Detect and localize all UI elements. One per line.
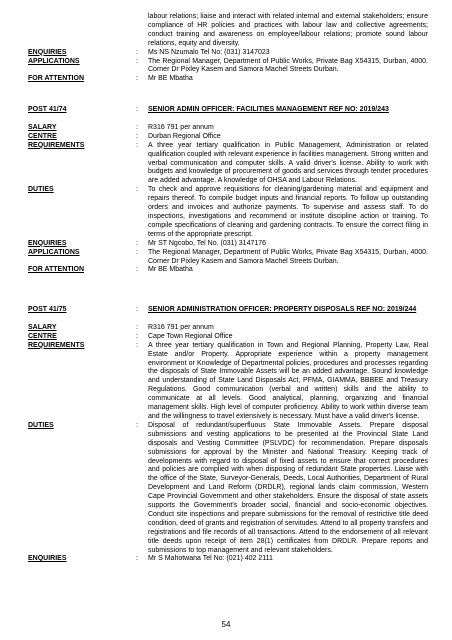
attention-value: Mr BE Mbatha bbox=[148, 266, 193, 274]
colon: : bbox=[136, 57, 138, 65]
post-41-75 bbox=[0, 306, 452, 564]
requirements-value: A three year tertiary qualification in Town and Regional Planning, Property Law, Real Estate and/or Property. Appropriate experience within a property management environment or Knowledge of Departmental policies, procedures and processes regarding the disposals of State Immovable Assets will be an added advantage. Sound knowledge and understanding of State Land Disposals Act, PFMA, GIAMMA, BBBEE and Treasury Regulations. Good communication (verbal and written) skills and the ability to communicate at all levels. Good analytical, planning, organizing and financial management skills. High level of computer proficiency. Ability to work within diverse team and the willingness to travel extensively is necessary. Must have a valid driver's license. bbox=[148, 341, 428, 420]
requirements-label: REQUIREMENTS bbox=[28, 141, 85, 149]
requirements-label: REQUIREMENTS bbox=[28, 341, 85, 349]
salary-value: R316 791 per annum bbox=[148, 123, 214, 131]
applications-label: APPLICATIONS bbox=[28, 248, 80, 256]
colon: : bbox=[136, 266, 138, 274]
enquiries-label: ENQUIRIES bbox=[28, 239, 67, 247]
salary-label: SALARY bbox=[28, 123, 57, 131]
applications-value: The Regional Manager, Department of Public Works, Private Bag X54315, Durban, 4000. Corner Dr Pixley Kasem and Samora Machel Streets Durban. bbox=[148, 57, 428, 74]
requirements-value: A three year tertiary qualification in Public Management, Administration or related qualification coupled with relevant experience in facilities management. Strong written and verbal communication and computer skills. A valid driver's license. Ability to work with budgets and knowledge of procurement of goods and services through tender procedures are added advantage. A knowledge of OHSA and Labour Relations. bbox=[148, 141, 428, 185]
centre-value: Durban Regional Office bbox=[148, 132, 221, 140]
enquiries-value: Mr ST Ngcobo, Tel No. (031) 3147176 bbox=[148, 239, 267, 247]
enquiries-label: ENQUIRIES bbox=[28, 48, 67, 56]
colon: : bbox=[136, 248, 138, 256]
colon: : bbox=[136, 323, 138, 331]
duties-continuation: labour relations; liaise and interact with related internal and external stakeholders; ensure compliance of HR policies and practices with labour law and collective agreements; conduct training and awareness on employee/labour relations; promote sound labour relations, equity and diversity. bbox=[148, 13, 428, 47]
post-number: POST 41/74 bbox=[28, 106, 67, 113]
post-title: SENIOR ADMIN OFFICER: FACILITIES MANAGEMENT REF NO: 2019/243 bbox=[148, 106, 389, 113]
centre-value: Cape Town Regional Office bbox=[148, 332, 233, 340]
colon: : bbox=[136, 239, 138, 247]
attention-label: FOR ATTENTION bbox=[28, 75, 84, 83]
colon: : bbox=[136, 341, 138, 349]
applications-label: APPLICATIONS bbox=[28, 57, 80, 65]
attention-label: FOR ATTENTION bbox=[28, 266, 84, 274]
colon: : bbox=[136, 332, 138, 340]
colon: : bbox=[136, 421, 138, 429]
colon: : bbox=[136, 123, 138, 131]
post-number: POST 41/75 bbox=[28, 306, 67, 313]
post-title: SENIOR ADMINISTRATION OFFICER: PROPERTY DISPOSALS REF NO: 2019/244 bbox=[148, 306, 417, 313]
duties-value: Disposal of redundant/superfluous State Immovable Assets. Prepare disposal submissions and vesting applications to be presented at the Provincial State Land disposals and Vesting Committee (PSLVDC) for recommendation. Prepare disposals submissions for approval by the Minister and National Treasury. Keeping track of developments with regard to disposal of fixed assets to ensure that correct procedures and policies are complied with when disposing of redundant State properties. Liaise with the office of the State, Surveyor-Generals, Deeds, Local Authorities, Department of Rural Development and Land Reform (DRDLR), regional lands claim commission, Western Cape Provincial Government and other stakeholders. Ensure the disposal of state assets supports the Government's broader social, financial and socio-economic objectives. Conduct site inspections and prepare submissions for the removal of restrictive title deed condition, deed of grants and registration of servitudes. Attend to all property transfers and registrations and file records of all transactions. Attend to the endorsement of all relevant title deeds upon receipt of item 28(1) certificates from DRDLR. Prepare reports and submissions to top management and relevant stakeholders. bbox=[148, 421, 428, 554]
colon: : bbox=[136, 48, 138, 56]
colon: : bbox=[136, 555, 138, 563]
colon: : bbox=[136, 106, 138, 113]
colon: : bbox=[136, 141, 138, 149]
duties-label: DUTIES bbox=[28, 186, 54, 194]
colon: : bbox=[136, 186, 138, 194]
duties-value: To check and approve requisitions for cleaning/gardening material and equipment and repairs thereof. To compile budget inputs and financial reports. To follow up outstanding orders and invoices and authorize payments. To supervise and assess staff. To do inspections, investigations and recommend or institute discipline action or training. To compile specifications of cleaning and gardening contracts. To ensure the correct filing in terms of the appropriate prescript. bbox=[148, 186, 428, 238]
attention-value: Mr BE Mbatha bbox=[148, 75, 193, 83]
duties-label: DUTIES bbox=[28, 421, 54, 429]
colon: : bbox=[136, 306, 138, 313]
centre-label: CENTRE bbox=[28, 332, 57, 340]
previous-post-tail bbox=[0, 13, 452, 84]
enquiries-label: ENQUIRIES bbox=[28, 555, 67, 563]
page-number: 54 bbox=[221, 620, 231, 629]
colon: : bbox=[136, 132, 138, 140]
salary-value: R316 791 per annum bbox=[148, 323, 214, 331]
enquiries-value: Ms NS Nzumalo Tel No: (031) 3147023 bbox=[148, 48, 270, 56]
salary-label: SALARY bbox=[28, 323, 57, 331]
colon: : bbox=[136, 75, 138, 83]
applications-value: The Regional Manager, Department of Public Works, Private Bag X54315, Durban, 4000. Corner Dr Pixley Kasem and Samora Machel Streets Durban. bbox=[148, 248, 428, 265]
post-41-74 bbox=[0, 106, 452, 275]
enquiries-value: Mr S Mahotwana Tel No: (021) 402 2111 bbox=[148, 555, 273, 563]
centre-label: CENTRE bbox=[28, 132, 57, 140]
